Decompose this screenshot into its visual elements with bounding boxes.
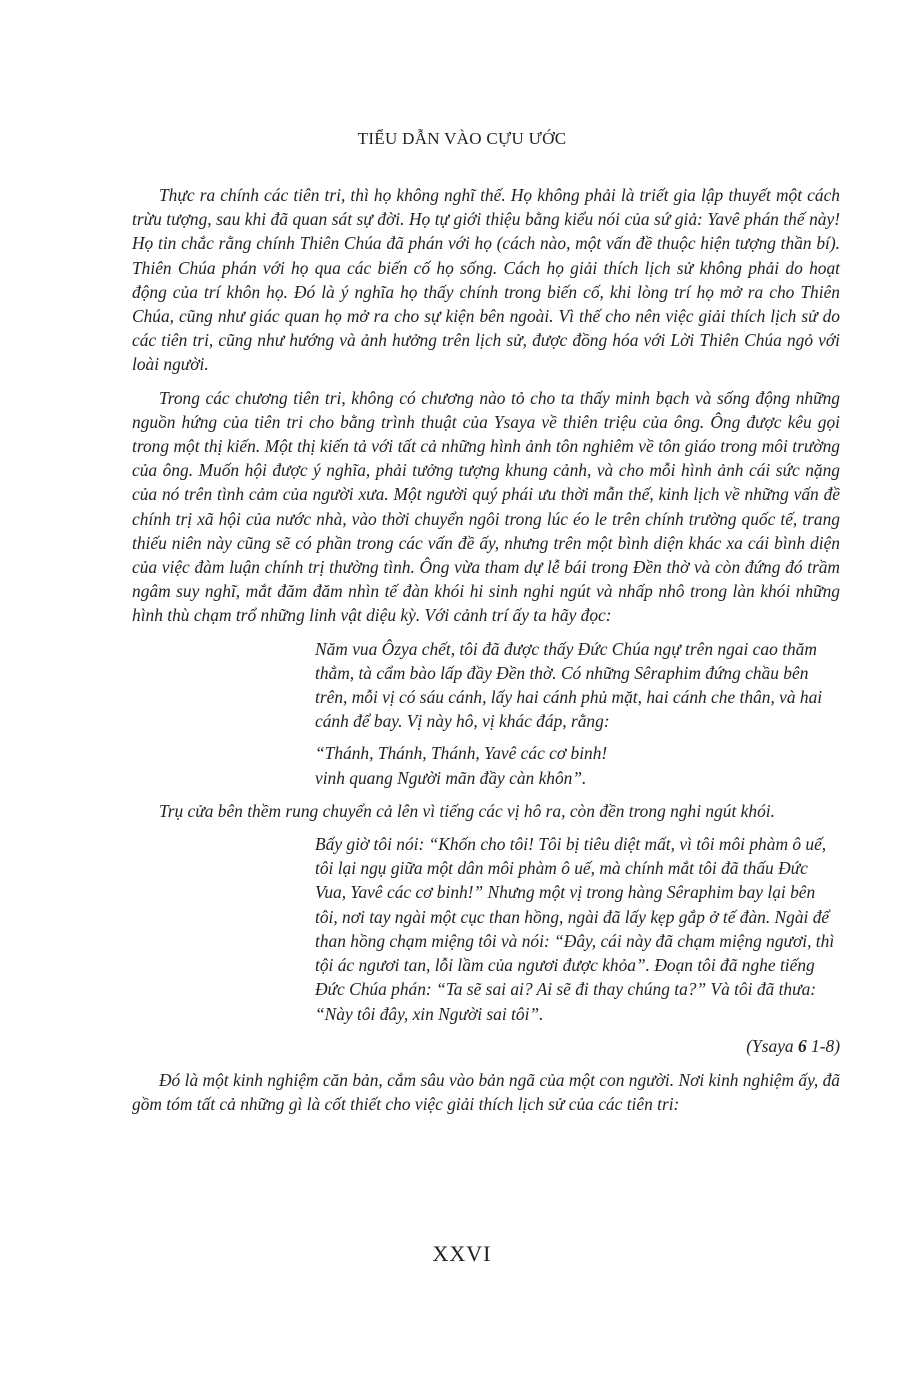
citation-book: (Ysaya [746,1035,798,1056]
paragraph-fundamental-experience: Đó là một kinh nghiệm căn bản, cắm sâu vào bản ngã của một con người. Nơi kinh nghiệm ấy, đã gồm tóm tất cả những gì là cốt thiết cho việc giải thích lịch sử của các tiên tri: [132,1069,840,1115]
body-text [132,183,840,1125]
running-header: TIỂU DẪN VÀO CỰU ƯỚC [357,129,567,148]
citation-chapter: 6 [797,1035,807,1056]
citation-verses: 1-8) [806,1035,840,1056]
scripture-citation [132,1034,840,1058]
paragraph-temple-shaking: Trụ cửa bên thềm rung chuyển cả lên vì tiếng các vị hô ra, còn đền trong nghi ngút khói. [159,800,775,821]
page-number: XXVI [432,1241,492,1266]
quote-purification-text: Bấy giờ tôi nói: “Khốn cho tôi! Tôi bị tiêu diệt mất, vì tôi môi phàm ô uế, tôi lại ngụ giữa một dân môi phàm ô uế, mà chính mắt tôi đã thấu Đức Vua, Yavê các cơ binh!” Nhưng một vị trong hàng Sêraphim bay lại bên tôi, nơi tay ngài một cục than hồng, ngài đã lấy kẹp gắp ở tế đàn. Ngài để than hồng chạm miệng tôi và nói: “Đây, cái này đã chạm miệng ngươi, thì tội ác ngươi tan, lỗi lầm của ngươi được khỏa”. Đoạn tôi đã nghe tiếng Đức Chúa phán: “Ta sẽ sai ai? Ai sẽ đi thay chúng ta?” Và tôi đã thưa: “Này tôi đây, xin Người sai tôi”. [315,834,835,1024]
block-quote-vision [315,637,840,790]
quote-vision-text: Năm vua Ôzya chết, tôi đã được thấy Đức Chúa ngự trên ngai cao thăm thẳm, tà cẩm bào lấp đầy Đền thờ. Có những Sêraphim đứng chầu bên trên, mỗi vị có sáu cánh, lấy hai cánh phủ mặt, hai cánh che thân, và hai cánh để bay. Vị này hô, vị khác đáp, rằng: [315,638,823,732]
paragraph-prophets-interpretation: Thực ra chính các tiên tri, thì họ không nghĩ thế. Họ không phải là triết gia lập thuyết một cách trừu tượng, sau khi đã quan sát sự đời. Họ tự giới thiệu bằng kiểu nói của sứ giả: Yavê phán thế này! Họ tin chắc rằng chính Thiên Chúa đã phán với họ (cách nào, một vấn đề thuộc hiện tượng thần bí). Thiên Chúa phán với họ qua các biến cố họ sống. Cách họ giải thích lịch sử không phải do hoạt động của trí khôn họ. Đó là ý nghĩa họ thấy chính trong biến cố, khi lòng trí họ mở ra cho Thiên Chúa, cũng như giác quan họ mở ra cho sự kiện bên ngoài. Vì thế cho nên việc giải thích lịch sử do các tiên tri, cũng như hướng và ảnh hưởng trên lịch sử, được đồng hóa với Lời Thiên Chúa ngỏ với loài người. [132,185,840,375]
paragraph-isaiah-vocation: Trong các chương tiên tri, không có chương nào tỏ cho ta thấy minh bạch và sống động những nguồn hứng của tiên tri cho bằng trình thuật của Ysaya về thiên triệu của ông. Ông được kêu gọi trong một thị kiến. Một thị kiến tả với tất cả những hình ảnh tôn nghiêm về tôn giáo trong môi trường của ông. Muốn hội được ý nghĩa, phải tưởng tượng khung cảnh, và cho mỗi hình ảnh cái sức nặng của nó trên tình cảm của người xưa. Một người quý phái ưu thời mẫn thế, kinh lịch về những vấn đề chính trị xã hội của nước nhà, vào thời chuyển ngôi trong lúc éo le trên chính trường quốc tế, trang thiếu niên này cũng sẽ có phần trong các vấn đề ấy, nhưng trên một bình diện khác xa cái bình diện của việc đàm luận chính trị thường tình. Ông vừa tham dự lễ bái trong Đền thờ và còn đứng đó trầm ngâm suy nghĩ, mắt đăm đăm nhìn tế đàn khói hi sinh nghi ngút và nhấp nhô trong làn khói những hình thù chạm trổ những linh vật diệu kỳ. Với cảnh trí ấy ta hãy đọc: [132,387,840,626]
quote-verse [315,741,840,789]
verse-line: vinh quang Người mãn đầy càn khôn”. [315,767,587,788]
verse-line: “Thánh, Thánh, Thánh, Yavê các cơ binh! [315,743,608,764]
block-quote-purification [315,832,840,1026]
